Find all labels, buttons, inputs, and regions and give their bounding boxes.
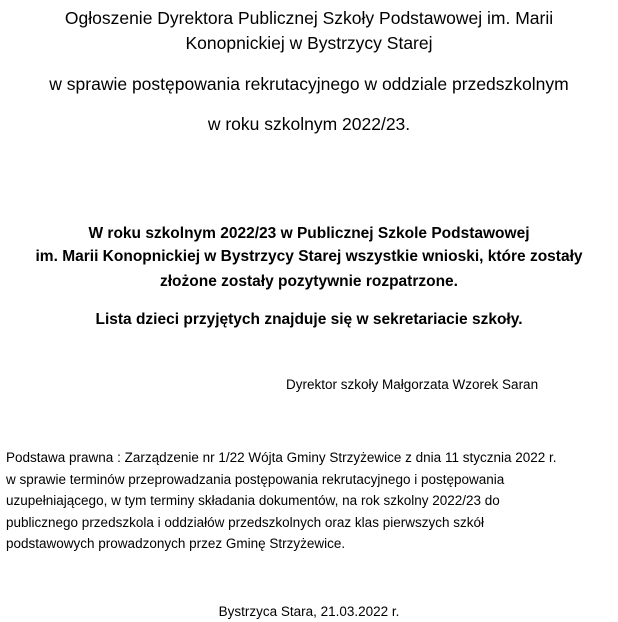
- title-line-2: Konopnickiej w Bystrzycy Starej: [185, 33, 433, 53]
- title-line-1: Ogłoszenie Dyrektora Publicznej Szkoły Podstawowej im. Marii: [64, 8, 554, 28]
- legal-basis-line: podstawowych prowadzonych przez Gminę Strzyżewice.: [6, 536, 346, 551]
- announcement-line-3: złożone zostały pozytywnie rozpatrzone.: [160, 273, 458, 290]
- subject-line-1: w sprawie postępowania rekrutacyjnego w oddziale przedszkolnym: [49, 74, 569, 94]
- legal-basis-line: Podstawa prawna : Zarządzenie nr 1/22 Wójta Gminy Strzyżewice z dnia 11 stycznia 2022 r.: [6, 450, 557, 465]
- announcement-line-2: im. Marii Konopnickiej w Bystrzycy Starej wszystkie wnioski, które zostały: [35, 248, 583, 265]
- legal-basis-line: publicznego przedszkola i oddziałów przedszkolnych oraz klas pierwszych szkół: [6, 514, 484, 530]
- director-signature: Dyrektor szkoły Małgorzata Wzorek Saran: [286, 377, 539, 392]
- legal-basis-line: w sprawie terminów przeprowadzania postępowania rekrutacyjnego i postępowania: [6, 471, 505, 487]
- announcement-line-1: W roku szkolnym 2022/23 w Publicznej Szkole Podstawowej: [88, 225, 530, 242]
- legal-basis: [6, 447, 606, 555]
- place-and-date: Bystrzyca Stara, 21.03.2022 r.: [218, 604, 400, 619]
- legal-basis-line: uzupełniającego, w tym terminy składania dokumentów, na rok szkolny 2022/23 do: [6, 493, 500, 508]
- list-info: Lista dzieci przyjętych znajduje się w sekretariacie szkoły.: [95, 311, 523, 328]
- subject-line-2: w roku szkolnym 2022/23.: [207, 114, 411, 134]
